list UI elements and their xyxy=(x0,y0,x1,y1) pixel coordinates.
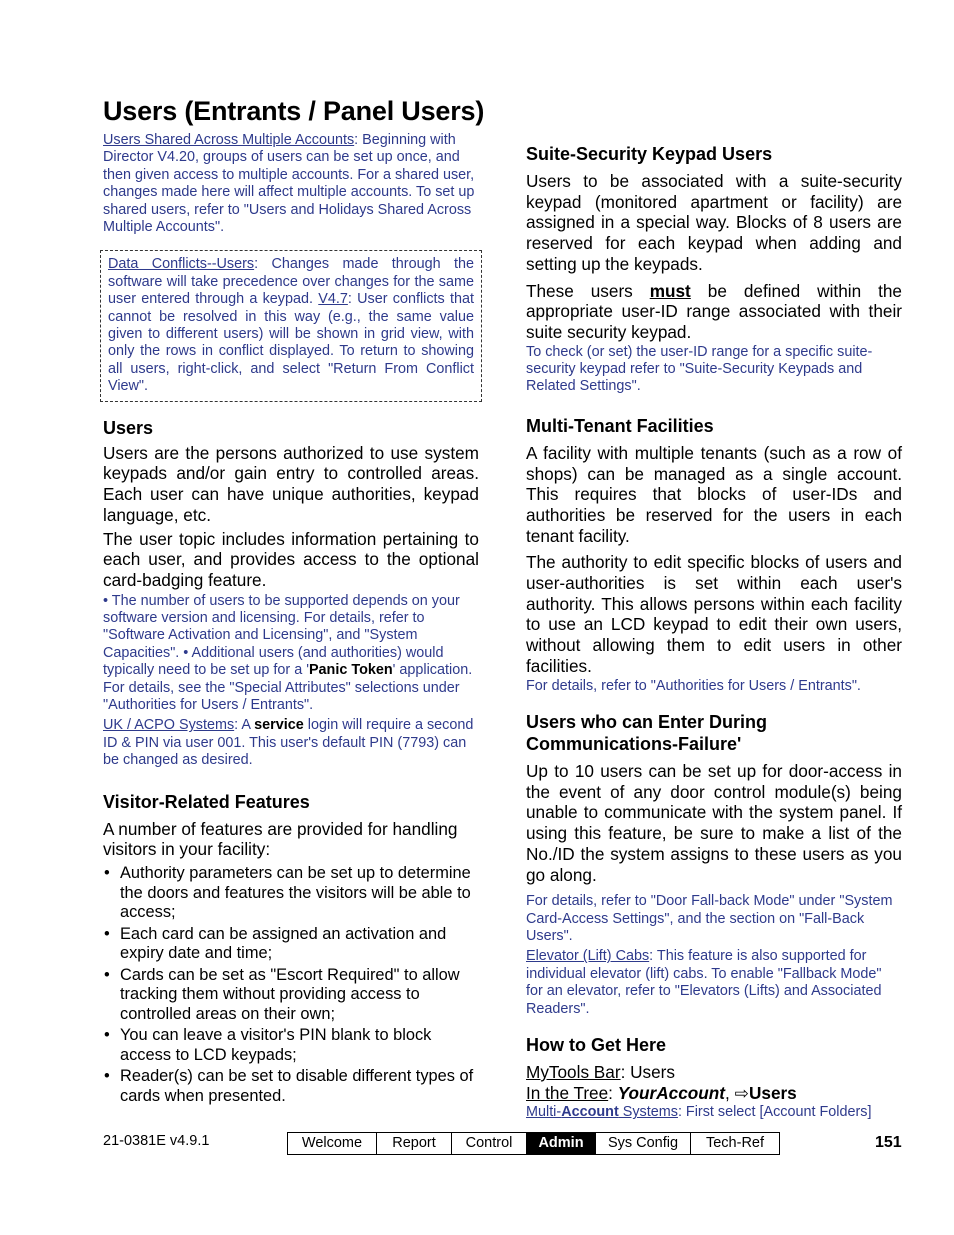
comm-failure-heading: Users who can Enter During Communications-Failure' xyxy=(526,711,768,754)
tab-control[interactable]: Control xyxy=(452,1133,527,1154)
footer-tab-bar xyxy=(287,1132,780,1155)
uk-acpo-link[interactable]: UK / ACPO Systems xyxy=(103,717,235,734)
tab-admin[interactable]: Admin xyxy=(527,1133,596,1154)
tab-sys-config[interactable]: Sys Config xyxy=(596,1133,691,1154)
multi-tenant-paragraph-1: A facility with multiple tenants (such as a row of shops) can be managed as a single account. This requires that blocks of user-IDs and authorities be reserved for the users in each tenant facility. xyxy=(526,442,902,546)
multi-account-link[interactable]: Multi-Account Systems xyxy=(526,1104,678,1121)
uk-acpo-note: UK / ACPO Systems: A service login will require a second ID & PIN via user 001. This user's default PIN (7793) can be changed as desired. xyxy=(103,717,474,769)
suite-paragraph-2: These users must be defined within the appropriate user-ID range associated with their suite security keypad. xyxy=(526,280,902,342)
data-conflicts-note: Data Conflicts--Users: Changes made through the software will take precedence over changes for the same user entered through a keypad. V4.7: User conflicts that cannot be resolved in this way (e.g., the same value given to different users) will be shown in grid view, with only the rows in conflict displayed. To return to showing all users, right-click, and select "Return From Conflict View". xyxy=(108,256,474,395)
right-column xyxy=(526,143,902,1122)
elevator-link[interactable]: Elevator (Lift) Cabs xyxy=(526,948,650,965)
data-conflicts-link[interactable]: Data Conflicts--Users xyxy=(108,256,255,273)
page-number: 151 xyxy=(875,1134,902,1151)
list-item: • Each card can be assigned an activation and expiry date and time; xyxy=(103,925,479,964)
arrow-right-icon: ⇨ xyxy=(734,1082,749,1103)
tab-welcome[interactable]: Welcome xyxy=(288,1133,377,1154)
suite-note: To check (or set) the user-ID range for a specific suite-security keypad refer to "Suite-Security Keypads and Related Settings". xyxy=(526,343,873,395)
elevator-note: Elevator (Lift) Cabs: This feature is also supported for individual elevator (lift) cabs. To enable "Fallback Mode" for an elevator, refer to "Elevators (Lifts) and Associated Readers". xyxy=(526,948,882,1017)
multi-tenant-heading: Multi-Tenant Facilities xyxy=(526,415,714,436)
comm-failure-paragraph: Up to 10 users can be set up for door-access in the event of any door control module(s) being unable to communicate with the system panel. If using this feature, be sure to make a list of the No./ID the system assigns to these users as you go along. xyxy=(526,760,902,885)
users-heading: Users xyxy=(103,417,154,438)
tab-tech-ref[interactable]: Tech-Ref xyxy=(705,1135,765,1151)
how-to-get-here-heading: How to Get Here xyxy=(526,1035,667,1056)
visitor-feature-list xyxy=(103,864,479,1106)
visitor-heading: Visitor-Related Features xyxy=(103,791,310,812)
tree-path: In the Tree: YourAccount, ⇨Users xyxy=(526,1082,797,1103)
list-item: • Cards can be set as "Escort Required" to allow tracking them without providing access to controlled areas on their own; xyxy=(103,966,479,1025)
fallback-note: For details, refer to "Door Fall-back Mode" under "System Card-Access Settings", and the section on "Fall-Back Users". xyxy=(526,893,893,945)
document-code: 21-0381E v4.9.1 xyxy=(103,1133,210,1149)
list-item: • You can leave a visitor's PIN blank to block access to LCD keypads; xyxy=(103,1026,479,1065)
mytools-link[interactable]: MyTools Bar xyxy=(526,1062,621,1083)
users-paragraph-2: The user topic includes information pertaining to each user, and provides access to the optional card-badging feature. xyxy=(103,528,479,590)
version-link[interactable]: V4.7 xyxy=(318,291,348,308)
page-title: Users (Entrants / Panel Users) xyxy=(103,96,485,126)
users-paragraph-1: Users are the persons authorized to use system keypads and/or gain entry to controlled areas. Each user can have unique authorities, keypad language, etc. xyxy=(103,442,479,525)
multi-tenant-paragraph-2: The authority to edit specific blocks of users and user-authorities is set within each user's authority. This allows persons within each facility to use an LCD keypad to edit their own users, without allowing them to edit users in other facilities. xyxy=(526,552,902,676)
multi-account-path: Multi-Account Systems: First select [Account Folders] xyxy=(526,1104,872,1121)
data-conflicts-box xyxy=(100,250,482,401)
visitor-intro: A number of features are provided for handling visitors in your facility: xyxy=(103,818,458,860)
suite-heading: Suite-Security Keypad Users xyxy=(526,144,773,164)
left-column xyxy=(103,132,479,1108)
mytools-path: MyTools Bar: Users xyxy=(526,1062,675,1083)
multi-tenant-note: For details, refer to "Authorities for Users / Entrants". xyxy=(526,677,861,694)
tab-report[interactable]: Report xyxy=(377,1133,452,1154)
users-capacity-note: • The number of users to be supported depends on your software version and licensing. For details, refer to "Software Activation and Licensing", and "System Capacities". • Additional users (and authorities) would typically need to be set up for a 'Panic Token' application. For details, see the "Special Attributes" selections under "Authorities for Users / Entrants". xyxy=(103,592,473,714)
shared-users-note: Users Shared Across Multiple Accounts: Beginning with Director V4.20, groups of users can be set up once, and then given access to multiple accounts. For a shared user, changes made here will affect multiple accounts. To set up shared users, refer to "Users and Holidays Shared Across Multiple Accounts". xyxy=(103,132,475,236)
suite-paragraph-1: Users to be associated with a suite-security keypad (monitored apartment or facility) are assigned in a special way. Blocks of 8 users are reserved for each keypad when adding and setting up the keypads. xyxy=(526,171,902,274)
shared-users-link[interactable]: Users Shared Across Multiple Accounts xyxy=(103,132,355,148)
list-item: • Reader(s) can be set to disable different types of cards when presented. xyxy=(103,1067,479,1106)
list-item: • Authority parameters can be set up to determine the doors and features the visitors will be able to access; xyxy=(103,864,479,923)
tree-link[interactable]: In the Tree xyxy=(526,1082,609,1103)
